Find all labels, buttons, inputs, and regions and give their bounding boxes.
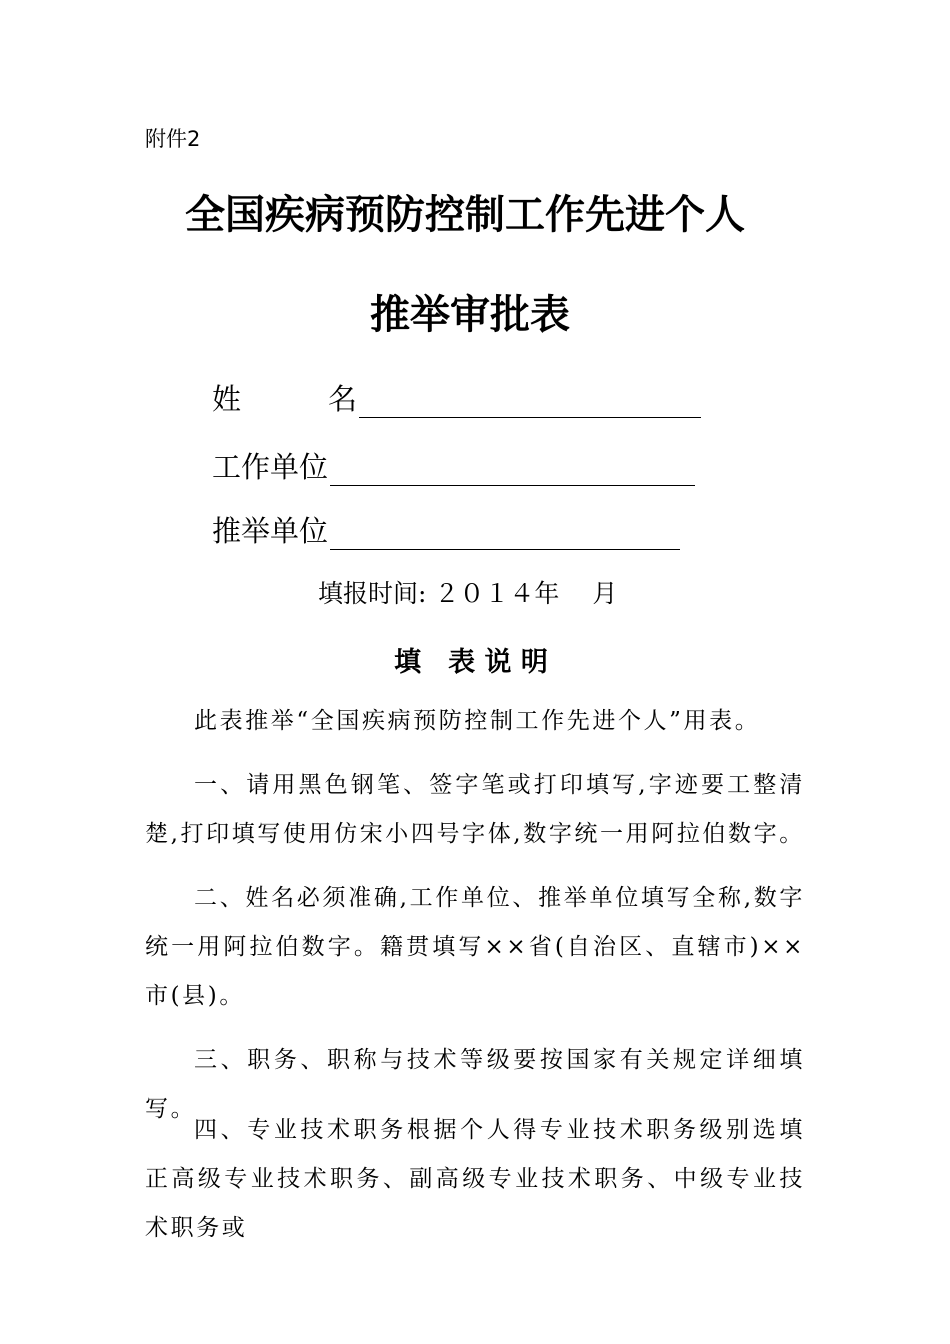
instruction-paragraph: 一、请用黑色钢笔、签字笔或打印填写,字迹要工整清楚,打印填写使用仿宋小四号字体,数字统一用阿拉伯数字。 [145,772,805,847]
work-unit-field-label: 工作单位 [212,450,329,484]
instruction-paragraph: 四、专业技术职务根据个人得专业技术职务级别选填正高级专业技术职务、副高级专业技术职务、中级专业技术职务或 [145,1117,805,1241]
name-field-label: 姓 名 [212,382,358,416]
work-unit-field-blank [330,455,695,486]
instruction-paragraph: 三、职务、职称与技术等级要按国家有关规定详细填写。 [145,1047,805,1122]
recommend-unit-field-label: 推举单位 [212,514,329,548]
instructions-title: 填 表 说 明 [394,647,548,678]
work-unit-field-row [212,446,695,486]
instruction-paragraph: 二、姓名必须准确,工作单位、推举单位填写全称,数字统一用阿拉伯数字。籍贯填写××省(自治区、直辖市)××市(县)。 [145,885,805,1009]
attachment-label: 附件2 [145,127,201,151]
document-title-line-2: 推举审批表 [370,292,570,338]
document-title-line-1: 全国疾病预防控制工作先进个人 [185,192,745,238]
recommend-unit-field-row [212,510,680,550]
fill-time: 填报时间: ２０１４年 月 [318,579,618,608]
instruction-paragraph: 此表推举“全国疾病预防控制工作先进个人”用表。 [194,708,761,734]
name-field-blank [359,387,701,418]
name-field-row [212,378,701,418]
recommend-unit-field-blank [330,519,680,550]
